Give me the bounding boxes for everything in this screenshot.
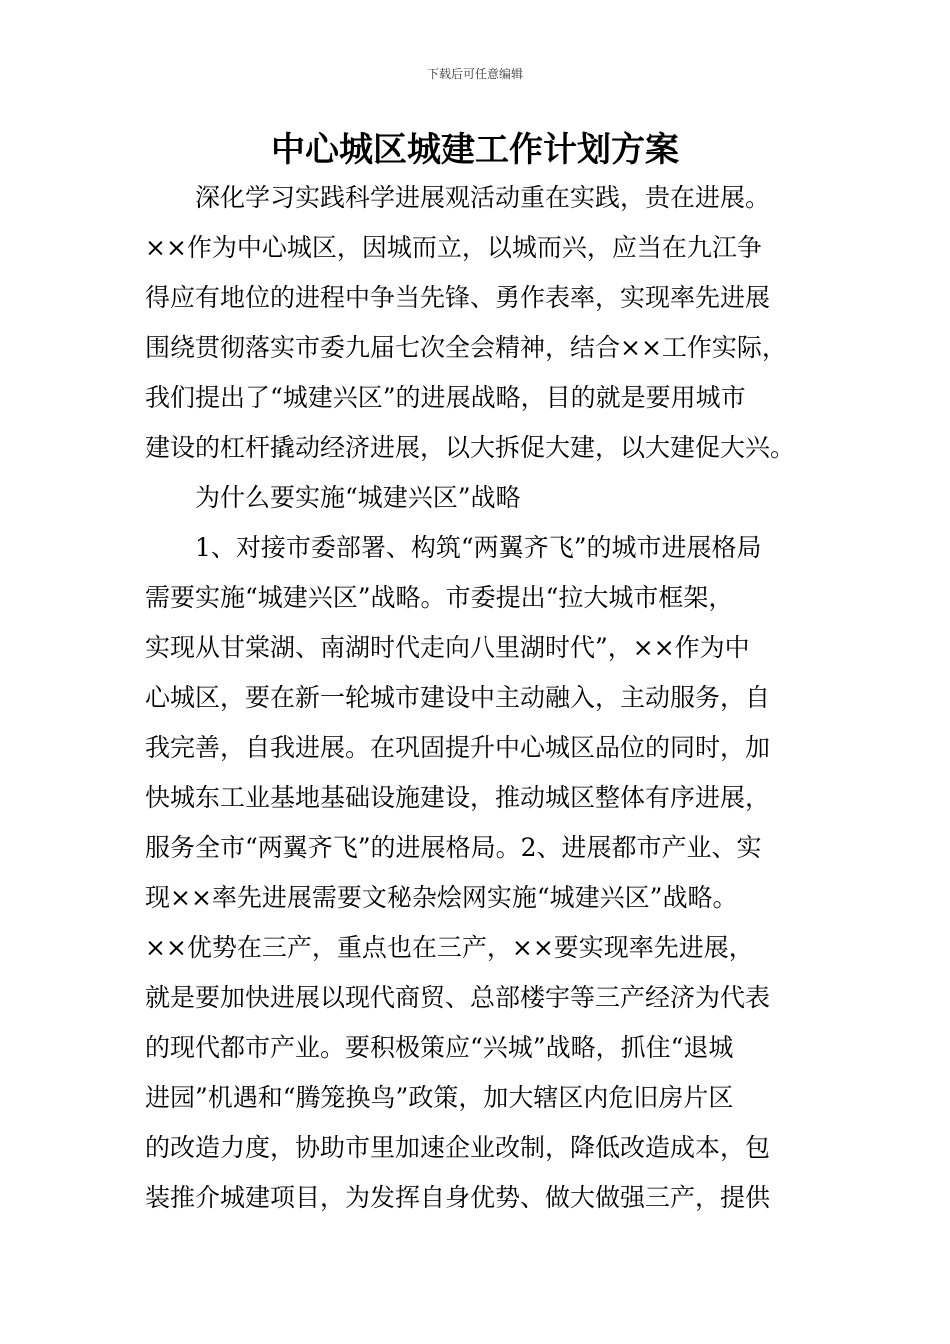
document-body xyxy=(145,173,811,1223)
body-line-10: 实现从甘棠湖、南湖时代走向八里湖时代”，××作为中 xyxy=(145,633,750,662)
body-line-6: 建设的杠杆撬动经济进展，以大拆促大建，以大建促大兴。 xyxy=(145,433,796,462)
body-line-9: 需要实施“城建兴区”战略。市委提出“拉大城市框架， xyxy=(145,583,734,612)
body-line-18: 的现代都市产业。要积极策应“兴城”战略，抓住“退城 xyxy=(145,1033,734,1062)
body-line-8: 1、对接市委部署、构筑“两翼齐飞”的城市进展格局 xyxy=(195,533,762,562)
body-line-21: 装推介城建项目，为发挥自身优势、做大做强三产，提供 xyxy=(145,1183,771,1212)
body-line-17: 就是要加快进展以现代商贸、总部楼宇等三产经济为代表 xyxy=(145,983,771,1012)
body-line-3: 得应有地位的进程中争当先锋、勇作表率，实现率先进展 xyxy=(145,283,771,312)
body-line-14: 服务全市“两翼齐飞”的进展格局。2、进展都市产业、实 xyxy=(145,833,762,862)
section-heading: 为什么要实施“城建兴区”战略 xyxy=(195,483,521,512)
body-line-11: 心城区，要在新一轮城市建设中主动融入，主动服务，自 xyxy=(145,683,771,712)
body-line-1: 深化学习实践科学进展观活动重在实践，贵在进展。 xyxy=(195,183,771,212)
body-line-15: 现××率先进展需要文秘杂烩网实施“城建兴区”战略。 xyxy=(145,883,738,912)
body-line-4: 围绕贯彻落实市委九届七次全会精神，结合××工作实际， xyxy=(145,333,787,362)
body-line-16: ××优势在三产，重点也在三产，××要实现率先进展， xyxy=(145,933,754,962)
header-note: 下载后可任意编辑 xyxy=(426,67,523,81)
body-line-19: 进园”机遇和“腾笼换鸟”政策，加大辖区内危旧房片区 xyxy=(145,1083,734,1112)
body-line-12: 我完善，自我进展。在巩固提升中心城区品位的同时，加 xyxy=(145,733,771,762)
body-line-2: ××作为中心城区，因城而立，以城而兴，应当在九江争 xyxy=(145,233,762,262)
body-line-20: 的改造力度，协助市里加速企业改制，降低改造成本，包 xyxy=(145,1133,771,1162)
body-line-5: 我们提出了“城建兴区”的进展战略，目的就是要用城市 xyxy=(145,383,746,412)
document-title: 中心城区城建工作计划方案 xyxy=(271,130,679,170)
body-line-13: 快城东工业基地基础设施建设，推动城区整体有序进展， xyxy=(145,783,771,812)
